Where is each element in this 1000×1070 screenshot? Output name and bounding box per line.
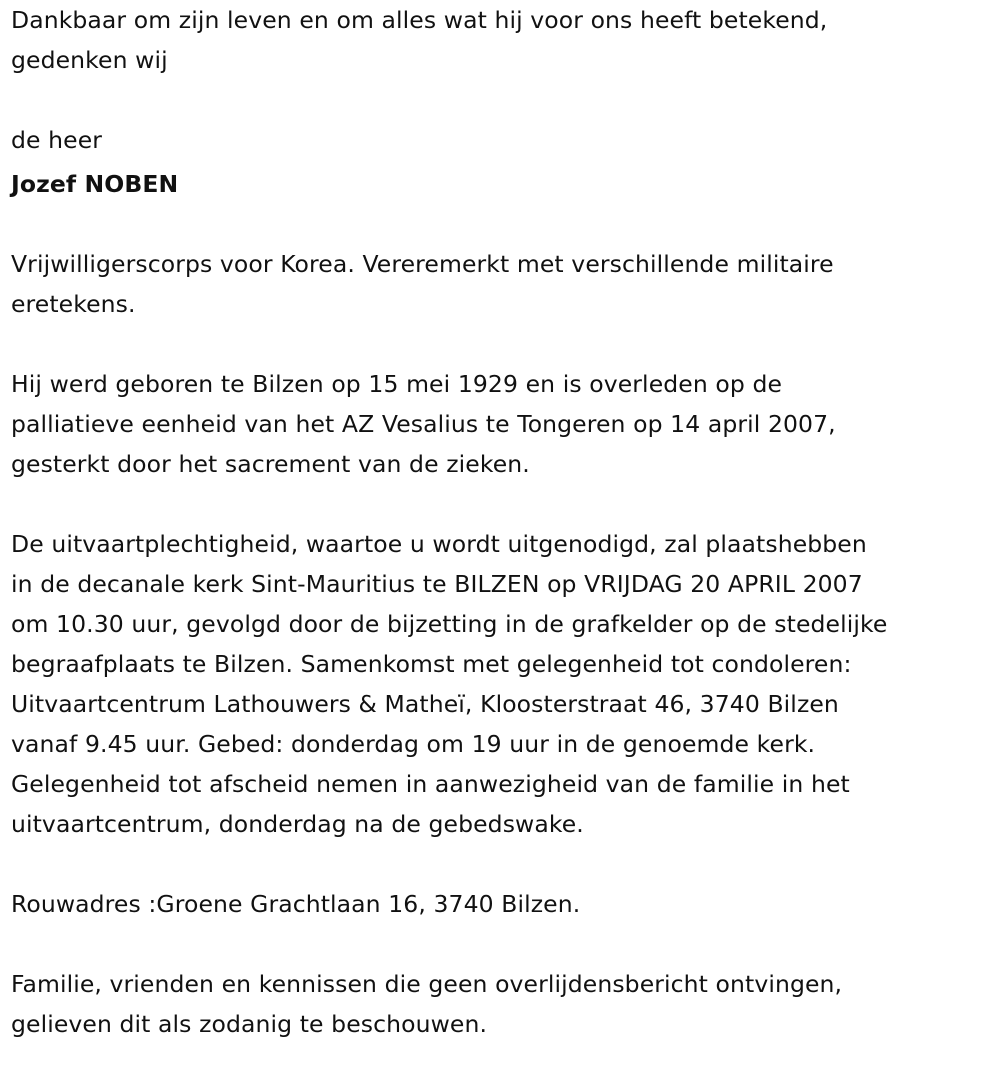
- birth-death-line-3: gesterkt door het sacrement van de zieken.: [11, 450, 530, 478]
- funeral-line-6: vanaf 9.45 uur. Gebed: donderdag om 19 uur in de genoemde kerk.: [11, 730, 816, 758]
- closing-paragraph: [11, 964, 996, 1044]
- closing-line-1: Familie, vrienden en kennissen die geen overlijdensbericht ontvingen,: [11, 970, 843, 998]
- service-line-1: Vrijwilligerscorps voor Korea. Vereremerkt met verschillende militaire: [11, 250, 834, 278]
- intro-paragraph: [11, 0, 996, 80]
- funeral-paragraph: [11, 524, 996, 844]
- intro-line-1: Dankbaar om zijn leven en om alles wat hij voor ons heeft betekend,: [11, 6, 828, 34]
- funeral-line-7: Gelegenheid tot afscheid nemen in aanwezigheid van de familie in het: [11, 770, 850, 798]
- honorific: de heer: [11, 126, 103, 154]
- birth-death-line-1: Hij werd geboren te Bilzen op 15 mei 1929 en is overleden op de: [11, 370, 783, 398]
- deceased-name: Jozef NOBEN: [11, 170, 179, 198]
- funeral-line-5: Uitvaartcentrum Lathouwers & Matheï, Kloosterstraat 46, 3740 Bilzen: [11, 690, 839, 718]
- birth-death-line-2: palliatieve eenheid van het AZ Vesalius te Tongeren op 14 april 2007,: [11, 410, 836, 438]
- closing-line-2: gelieven dit als zodanig te beschouwen.: [11, 1010, 488, 1038]
- birth-death-paragraph: [11, 364, 996, 484]
- mourning-address: Rouwadres :Groene Grachtlaan 16, 3740 Bilzen.: [11, 890, 581, 918]
- intro-line-2: gedenken wij: [11, 46, 168, 74]
- service-paragraph: [11, 244, 996, 324]
- service-line-2: eretekens.: [11, 290, 136, 318]
- funeral-line-1: De uitvaartplechtigheid, waartoe u wordt uitgenodigd, zal plaatshebben: [11, 530, 867, 558]
- funeral-line-4: begraafplaats te Bilzen. Samenkomst met gelegenheid tot condoleren:: [11, 650, 852, 678]
- obituary-text: [11, 0, 996, 1044]
- funeral-line-2: in de decanale kerk Sint-Mauritius te BILZEN op VRIJDAG 20 APRIL 2007: [11, 570, 863, 598]
- funeral-line-3: om 10.30 uur, gevolgd door de bijzetting in de grafkelder op de stedelijke: [11, 610, 888, 638]
- funeral-line-8: uitvaartcentrum, donderdag na de gebedswake.: [11, 810, 584, 838]
